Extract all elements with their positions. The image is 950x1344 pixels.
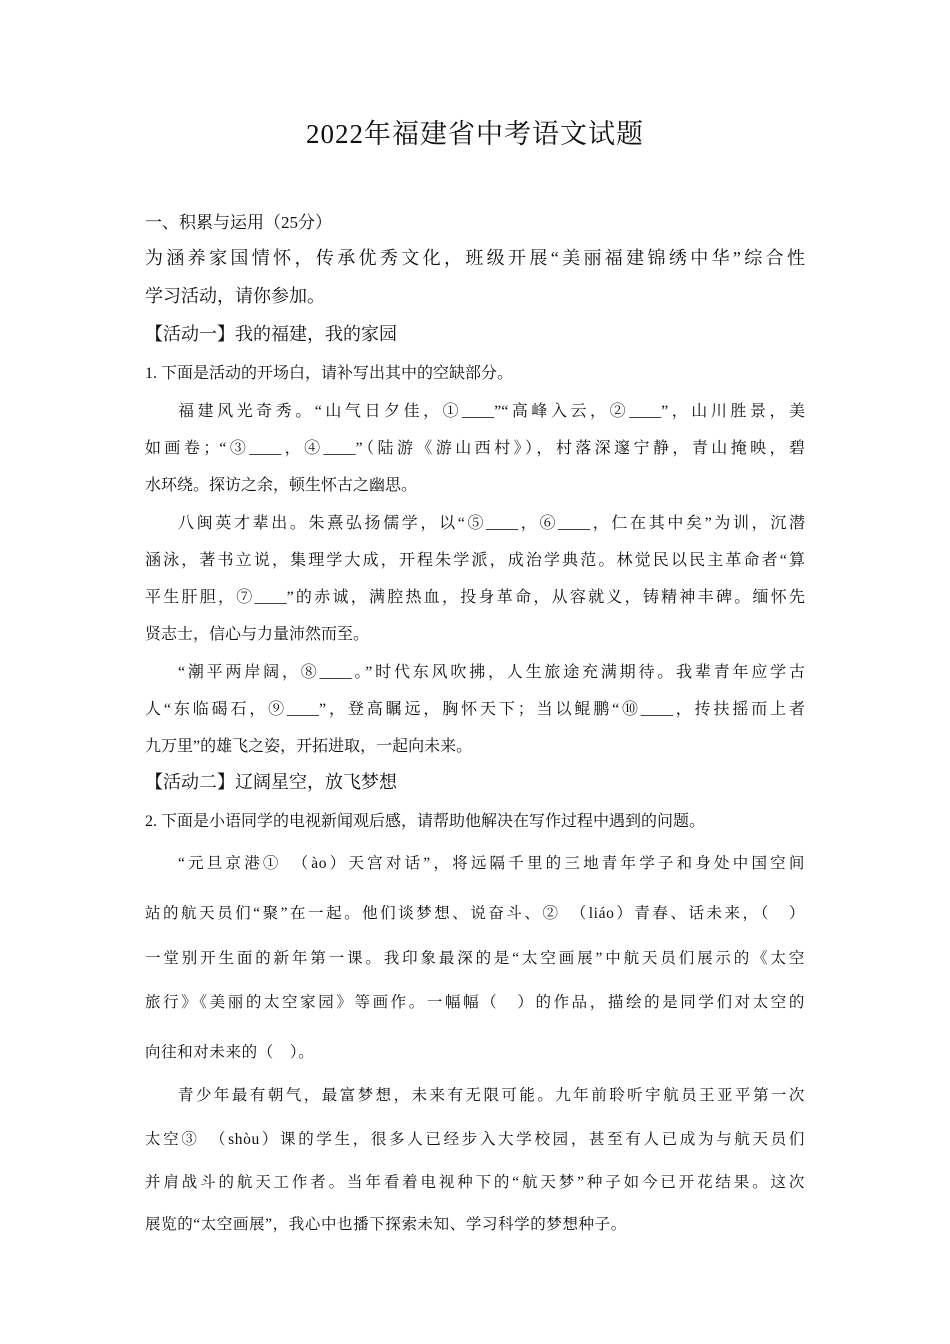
page-title: 2022年福建省中考语文试题 xyxy=(306,119,644,149)
question-1: 1. 下面是活动的开场白，请补写出其中的空缺部分。 xyxy=(145,365,514,382)
paragraph-line: 八闽英才辈出。朱熹弘扬儒学，以“⑤____，⑥____，仁在其中矣”为训，沉潜 xyxy=(178,515,805,532)
activity2-heading: 【活动二】辽阔星空，放飞梦想 xyxy=(145,772,397,792)
paragraph-line: 人“东临碣石，⑨____”，登高瞩远，胸怀天下；当以鲲鹏“⑩____，抟扶摇而上者 xyxy=(145,701,805,718)
paragraph-line: 一堂别开生面的新年第一课。我印象最深的是“太空画展”中航天员们展示的《太空 xyxy=(145,950,805,967)
intro-line: 为涵养家国情怀，传承优秀文化，班级开展“美丽福建锦绣中华”综合性 xyxy=(145,248,805,268)
paragraph-line: “潮平两岸阔，⑧____。”时代东风吹拂，人生旅途充满期待。我辈青年应学古 xyxy=(178,664,805,681)
paragraph-line: 水环绕。探访之余，顿生怀古之幽思。 xyxy=(145,477,418,494)
paragraph-line: 如画卷；“③____，④____”（陆游《游山西村》），村落深邃宁静，青山掩映，碧 xyxy=(145,440,805,457)
paragraph-line: 并肩战斗的航天工作者。当年看着电视种下的“航天梦”种子如今已开花结果。这次 xyxy=(145,1174,805,1191)
question-2: 2. 下面是小语同学的电视新闻观后感，请帮助他解决在写作过程中遇到的问题。 xyxy=(145,813,706,830)
paragraph-line: 平生肝胆，⑦____”的赤诚，满腔热血，投身革命，从容就义，铸精神丰碑。缅怀先 xyxy=(145,589,805,606)
paragraph-line: 向往和对未来的（ ）。 xyxy=(145,1044,315,1061)
paragraph-line: “元旦京港① （ào）天宫对话”，将远隔千里的三地青年学子和身处中国空间 xyxy=(178,855,805,872)
paragraph-line: 青少年最有朝气，最富梦想，未来有无限可能。九年前聆听宇航员王亚平第一次 xyxy=(178,1087,805,1104)
paragraph-line: 旅行》《美丽的太空家园》等画作。一幅幅（ ）的作品，描绘的是同学们对太空的 xyxy=(145,994,805,1011)
activity1-heading: 【活动一】我的福建，我的家园 xyxy=(145,324,397,344)
paragraph-line: 站的航天员们“聚”在一起。他们谈梦想、说奋斗、② （liáo）青春、话未来，（ ） xyxy=(145,905,805,922)
paragraph-line: 福建风光奇秀。“山气日夕佳，①____”“高峰入云，②____”，山川胜景，美 xyxy=(178,403,805,420)
paragraph-line: 展览的“太空画展”，我心中也播下探索未知、学习科学的梦想种子。 xyxy=(145,1216,627,1233)
section-heading: 一、积累与运用（25分） xyxy=(145,213,332,232)
paragraph-line: 涵泳，著书立说，集理学大成，开程朱学派，成治学典范。林觉民以民主革命者“算 xyxy=(145,552,805,569)
paragraph-line: 太空③ （shòu）课的学生，很多人已经步入大学校园，甚至有人已成为与航天员们 xyxy=(145,1131,805,1148)
paragraph-line: 贤志士，信心与力量沛然而至。 xyxy=(145,626,370,643)
intro-line: 学习活动，请你参加。 xyxy=(145,286,325,306)
paragraph-line: 九万里”的雄飞之姿，开拓进取，一起向未来。 xyxy=(145,738,473,755)
